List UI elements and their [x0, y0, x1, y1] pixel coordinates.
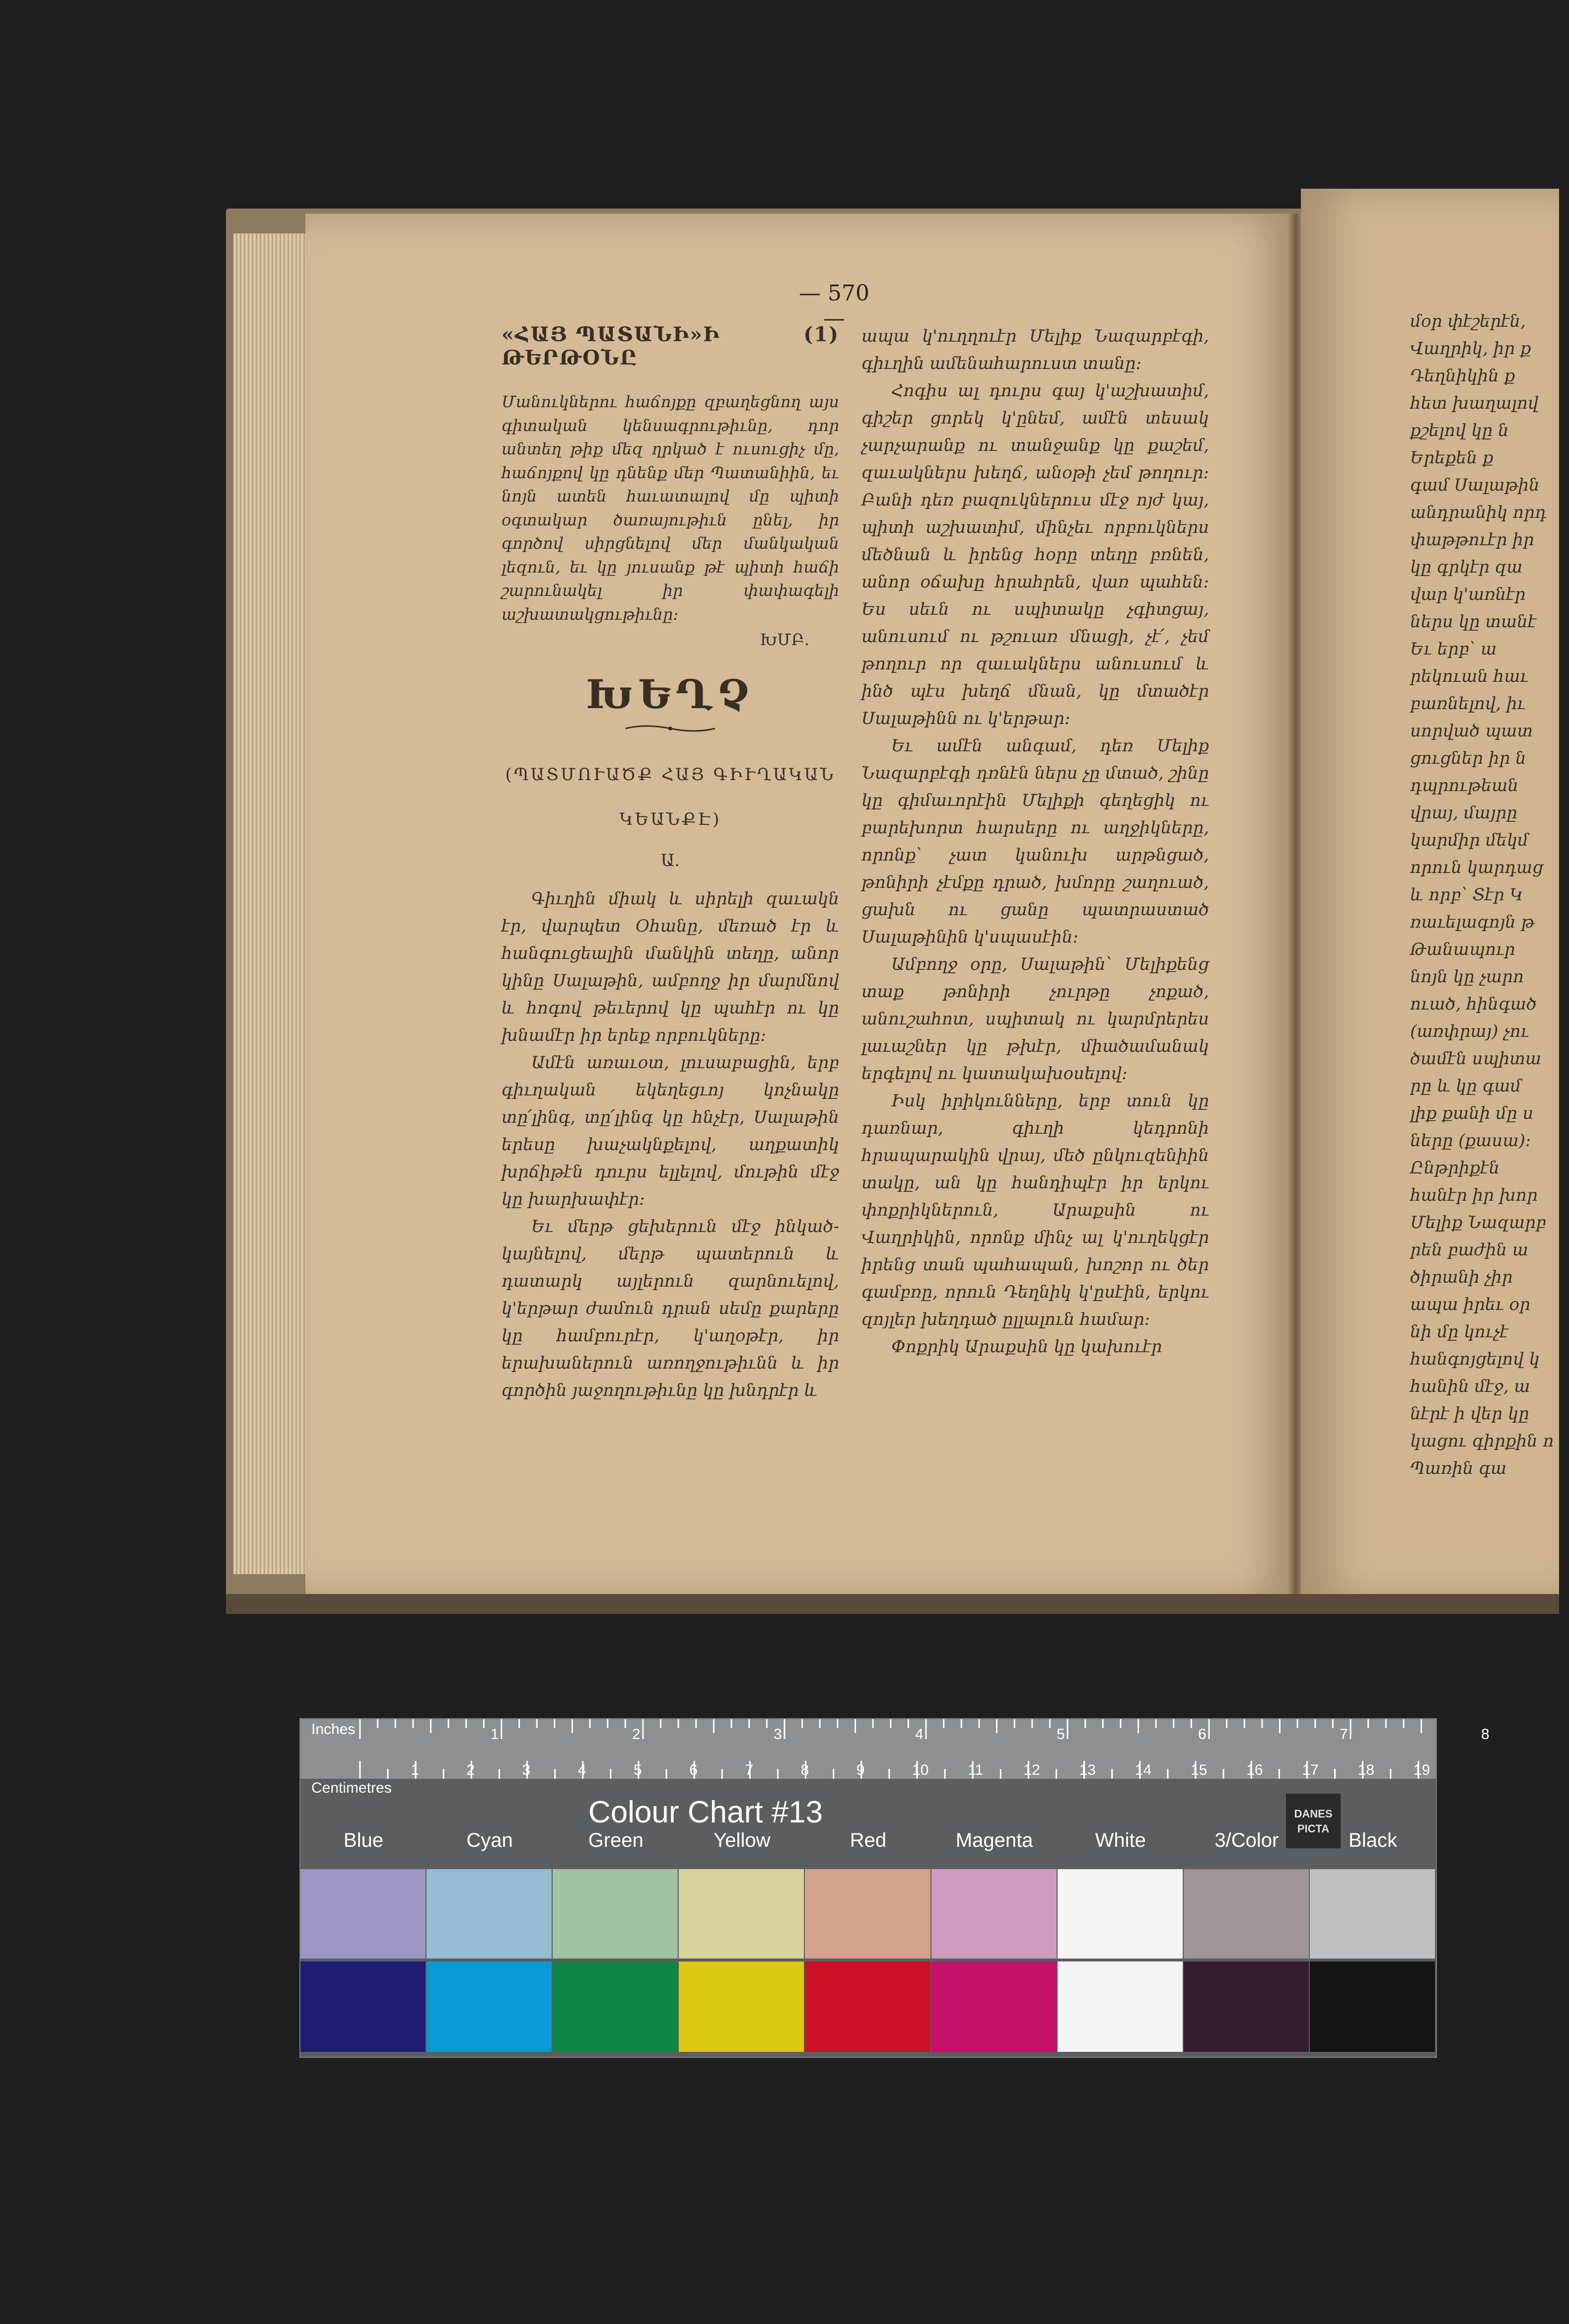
running-title [501, 323, 839, 369]
right-page-line: սորված պատ [1410, 721, 1533, 741]
paragraph: Իսկ իրիկունները, երբ տուն կը դառնար, գիւղի կեդրոնի հրապարակին վրայ, մեծ ընկուզենիին տակը, ան կը հանդիպէր իր երկու փոքրիկներուն, Արաքսին ու Վաղրիկին, որոնք մինչ ալ կ'ուղեկցէր իրենց տան պահապան, խոշոր ու ծեր գամբռը, որուն Դեղնիկ կ'ըսէին, երկու զոյլեր խեղդած ըլլալուն համար։ [861, 1091, 1209, 1329]
ruler [300, 1719, 1490, 1779]
inch-number: 6 [1198, 1726, 1207, 1743]
cm-number: 8 [800, 1762, 809, 1778]
right-page-line: ծամէն սպիտա [1410, 1049, 1542, 1069]
swatch-labels [300, 1829, 1436, 1855]
right-page-line: մօր փէշերէն, [1410, 311, 1526, 331]
ruler-ticks [300, 1719, 1490, 1779]
right-page-line: կարմիր մեկմ [1410, 830, 1529, 850]
right-page-line: նոյն կը չարո [1410, 967, 1524, 987]
colour-swatch [1058, 1961, 1184, 2052]
right-page-line: փաթթուէր իր [1410, 530, 1534, 550]
colour-chart-title: Colour Chart #13 [588, 1795, 823, 1829]
subtitle-line-2: ԿԵԱՆՔԷ) [619, 809, 721, 829]
cm-number: 7 [745, 1762, 754, 1778]
paragraph: ապա կ'ուղղուէր Մելիք Նազարբէգի, գիւղին ամենահարուստ տանը։ [861, 326, 1209, 373]
chapter-title: ԽԵՂՉ [586, 671, 755, 718]
right-page-line: որուն կարդաց [1410, 858, 1544, 877]
colour-swatch [805, 1869, 931, 1959]
right-page-line: Պառին գա [1410, 1458, 1507, 1478]
book-bottom-edge [226, 1594, 1559, 1614]
swatch-row-light [300, 1869, 1436, 1959]
inches-label: Inches [311, 1721, 356, 1738]
cm-number: 2 [466, 1762, 475, 1778]
right-page-line: նէրէ ի վեր կը [1410, 1404, 1529, 1424]
right-page-text [1410, 308, 1569, 1482]
right-page-line: հանէր իր խոր [1410, 1185, 1538, 1205]
colour-swatch [1058, 1869, 1184, 1959]
chapter-subtitle [501, 752, 839, 842]
paragraph: Եւ ամէն անգամ, դեռ Մելիք Նազարբէգի դռնէն ներս չը մտած, շինը կը գիմաւորէին Մելիքի գեղեցիկ ու բարեխորտ հարսերը ու աղջիկները, որոնք՝ չատ կանուխ արթնցած, թոնիրի չէմքը դրած, խմորը շաղուած, ցախն ու ցանը պատրաստած Սալաթինին կ'սպասէին։ [861, 736, 1209, 947]
colour-swatch [931, 1961, 1058, 2052]
right-page-line: գամ Սալաթին [1410, 475, 1540, 495]
cm-number: 13 [1079, 1762, 1096, 1778]
swatch-label: Red [850, 1829, 887, 1851]
colour-swatch [553, 1869, 679, 1959]
page-number: — 570 — [799, 281, 869, 331]
left-body-text [501, 885, 839, 1404]
swatch-row-dark [300, 1961, 1436, 2052]
right-page-line: Թանապուր [1410, 940, 1515, 959]
right-page-line: րեկուան հաւ [1410, 666, 1529, 686]
right-page-line: ապա իրեւ օր [1410, 1295, 1530, 1314]
colour-swatch [1184, 1869, 1310, 1959]
right-page-line: հանին մէջ, ա [1410, 1377, 1530, 1396]
paragraph: Ամբողջ օրը, Սալաթին՝ Մելիքենց տաք թոնիրի չուրթը չոքած, անուշահոտ, սպիտակ ու կարմրերես լաւաշներ կը թխէր, միածամանակ երգելով ու կատակախօսելով։ [861, 954, 1209, 1084]
swatch-label: Yellow [713, 1829, 771, 1851]
svg-text:PICTA: PICTA [1297, 1822, 1330, 1835]
cm-number: 5 [634, 1762, 642, 1778]
inch-number: 1 [491, 1726, 499, 1743]
right-page-line: դպրութեան [1410, 776, 1519, 796]
cm-number: 11 [968, 1762, 984, 1778]
cm-number: 1 [411, 1762, 419, 1778]
right-page-line: ծիրանի չիր [1410, 1267, 1513, 1287]
right-page-line: կը գրկէր զա [1410, 557, 1523, 577]
colour-swatch [427, 1961, 553, 2052]
right-page-line: ուած, հինգած [1410, 994, 1537, 1014]
right-page-line: Երեքեն ք [1410, 448, 1494, 468]
signature: ԽՄԲ. [760, 630, 809, 649]
paragraph: Գիւղին միակ և սիրելի զաւակն էր, վարպետ Օհանը, մեռած էր և հանգուցեալին մանկին տեղը, անոր կինը Սալաթին, ամբողջ իր մարմնով և հոգով թեւերով կը պահէր ու կը խնամէր իր երեք որբուկները։ [501, 889, 839, 1045]
swatch-label: Black [1349, 1829, 1397, 1851]
cm-number: 4 [577, 1762, 586, 1778]
colour-swatch [300, 1869, 427, 1959]
cm-number: 12 [1023, 1762, 1040, 1778]
cm-number: 10 [912, 1762, 929, 1778]
right-page-line: քշելով կը ն [1410, 421, 1509, 440]
cm-number: 9 [856, 1762, 865, 1778]
inch-number: 8 [1481, 1726, 1490, 1743]
right-page-line: ռաւելագոյն թ [1410, 912, 1535, 932]
right-page-line: վար կ'առնէր [1410, 584, 1526, 604]
right-page-line: րեն բաժին ա [1410, 1240, 1528, 1260]
paragraph: Հոգիս ալ դուրս գայ կ'աշխատիմ, գիշեր ցորեկ կ'ընեմ, ամէն տեսակ չարչարանք ու տանջանք կը քաշեմ, զաւակներս խեղճ, անօթի չեմ թողուր։ Բանի դեռ բազուկներուս մէջ ոյժ կայ, պիտի աշխատիմ, մինչեւ որբուկներս մեծնան և իրենց հօրը տեղը բռնեն, անոր օճախը հրահրեն, վառ պահեն։ Ես սեւն ու սպիտակը չգիտցայ, անուսում ու թշուառ մնացի, չէ՛, չեմ թողուր որ զաւակներս անուսում և ինծ պէս խեղճ մնան, կը մտածէր Սալաթինն ու կ'երթար։ [861, 381, 1209, 728]
paragraph: Փոքրիկ Արաքսին կը կախուէր [891, 1337, 1162, 1357]
right-page-line: ներս կը տանէ [1410, 612, 1537, 632]
right-page-line: հետ խաղալով [1410, 393, 1539, 413]
colour-swatch [1184, 1961, 1310, 2052]
right-page-line: ցուցներ իր ն [1410, 748, 1526, 768]
cm-number: 14 [1135, 1762, 1152, 1778]
paragraph: Եւ մերթ ցեխերուն մէջ ինկած-կայնելով, մերթ պատերուն և դատարկ այլերուն զարնուելով, կ'երթար ժամուն դրան սեմը քարերը կը համբուրէր, կ'աղօթէր, իր երախաներուն առողջութիւնն և իր գործին յաջողութիւնը կը խնդրէր և [501, 1217, 839, 1400]
swatch-label: Cyan [466, 1829, 513, 1851]
colour-swatch [931, 1869, 1058, 1959]
right-page-line: վրայ, մայրը [1410, 803, 1517, 823]
middle-column [861, 323, 1209, 1361]
right-page-line: Ընթրիքէն [1410, 1158, 1500, 1178]
cm-number: 18 [1357, 1762, 1374, 1778]
inch-number: 5 [1057, 1726, 1065, 1743]
cm-number: 16 [1246, 1762, 1263, 1778]
cm-number: 15 [1191, 1762, 1208, 1778]
cm-number: 6 [689, 1762, 698, 1778]
right-page-line: րը և կը գամ [1410, 1076, 1521, 1096]
right-page-line: Դեղնիկին ք [1410, 366, 1515, 386]
left-column [501, 323, 839, 1404]
cm-number: 3 [522, 1762, 531, 1778]
colour-swatch [300, 1961, 427, 2052]
cm-number: 17 [1302, 1762, 1319, 1778]
colour-swatch [553, 1961, 679, 2052]
colour-swatch [1310, 1869, 1436, 1959]
right-page-line: (առփրայ) չու [1410, 1021, 1529, 1041]
right-page-line: կացու գիրքին ո [1410, 1431, 1554, 1451]
swatch-label: 3/Color [1214, 1829, 1279, 1851]
right-page-line: անդրանիկ որդ [1410, 503, 1547, 522]
right-page-line: Եւ երբ՝ ա [1410, 639, 1497, 659]
colour-swatch [679, 1869, 805, 1959]
subtitle-line-1: (ՊԱՏՄՈՒԱԾՔ ՀԱՅ ԳԻՒՂԱԿԱՆ [505, 765, 836, 785]
swatch-label: Blue [344, 1829, 384, 1851]
section-mark: Ա. [660, 851, 680, 871]
cm-number: 19 [1413, 1762, 1430, 1778]
colour-swatch [679, 1961, 805, 2052]
intro-paragraph: Մանուկներու հաճոյքը զբաղեցնող այս գիտական կենսագրութիւնը, դոր անտեղ թիք մեզ ղրկած է ուսուցիչ մը, հաճոյքով կը դնենք մեր Պատանիին, եւ նոյն ատեն հաւատալով մը պիտի օգտակար ծառայութիւն ընել, իր գործով սիրցնելով մեր մանկական լեզուն, եւ կը յուսանք թէ պիտի հաճի շարունակել իր փափագելի աշխատակցութիւնը։ [501, 392, 839, 624]
running-title-mark: (1) [803, 323, 839, 346]
colour-chart [299, 1718, 1490, 2058]
swatch-label: Magenta [955, 1829, 1033, 1851]
colour-swatch [805, 1961, 931, 2052]
right-page-line: և որբ՝ Տէր Կ [1410, 885, 1524, 905]
inch-number: 7 [1340, 1726, 1348, 1743]
right-page-line: ները (քասա)։ [1410, 1131, 1531, 1151]
swatch-label: White [1095, 1829, 1146, 1851]
right-page-line: նի մը կուչէ [1410, 1322, 1508, 1342]
right-page-line: լիք քանի մը ս [1410, 1103, 1534, 1123]
inch-number: 2 [632, 1726, 641, 1743]
right-page-line: հանգոյցելով կ [1410, 1349, 1540, 1369]
swatch-label: Green [588, 1829, 643, 1851]
paragraph: Ամէն առաւօտ, լուսաբացին, երբ գիւղական եկեղեցւոյ կոչնակը տը՛լինգ, տը՛լինգ կը հնչէր, Սալաթին երեսը խաչակնքելով, աղքատիկ խրճիթէն դուրս ելլելով, մութին մէջ կը խարխափէր։ [501, 1053, 839, 1209]
ornament-icon [621, 723, 720, 734]
inch-number: 3 [774, 1726, 782, 1743]
right-page-line: Վաղրիկ, իր ք [1410, 339, 1531, 359]
right-page-line: Մելիք Նազարբ [1410, 1213, 1547, 1233]
inch-number: 4 [915, 1726, 924, 1743]
colour-swatch [427, 1869, 553, 1959]
colour-swatch [1310, 1961, 1436, 2052]
centimetres-label: Centimetres [311, 1780, 392, 1796]
svg-text:DANES: DANES [1294, 1808, 1333, 1820]
running-title-text: «ՀԱՅ ՊԱՏԱՆԻ»Ի ԹԵՐԹՕՆԸ [501, 323, 720, 369]
right-page-line: բառնելով, իւ [1410, 694, 1526, 714]
